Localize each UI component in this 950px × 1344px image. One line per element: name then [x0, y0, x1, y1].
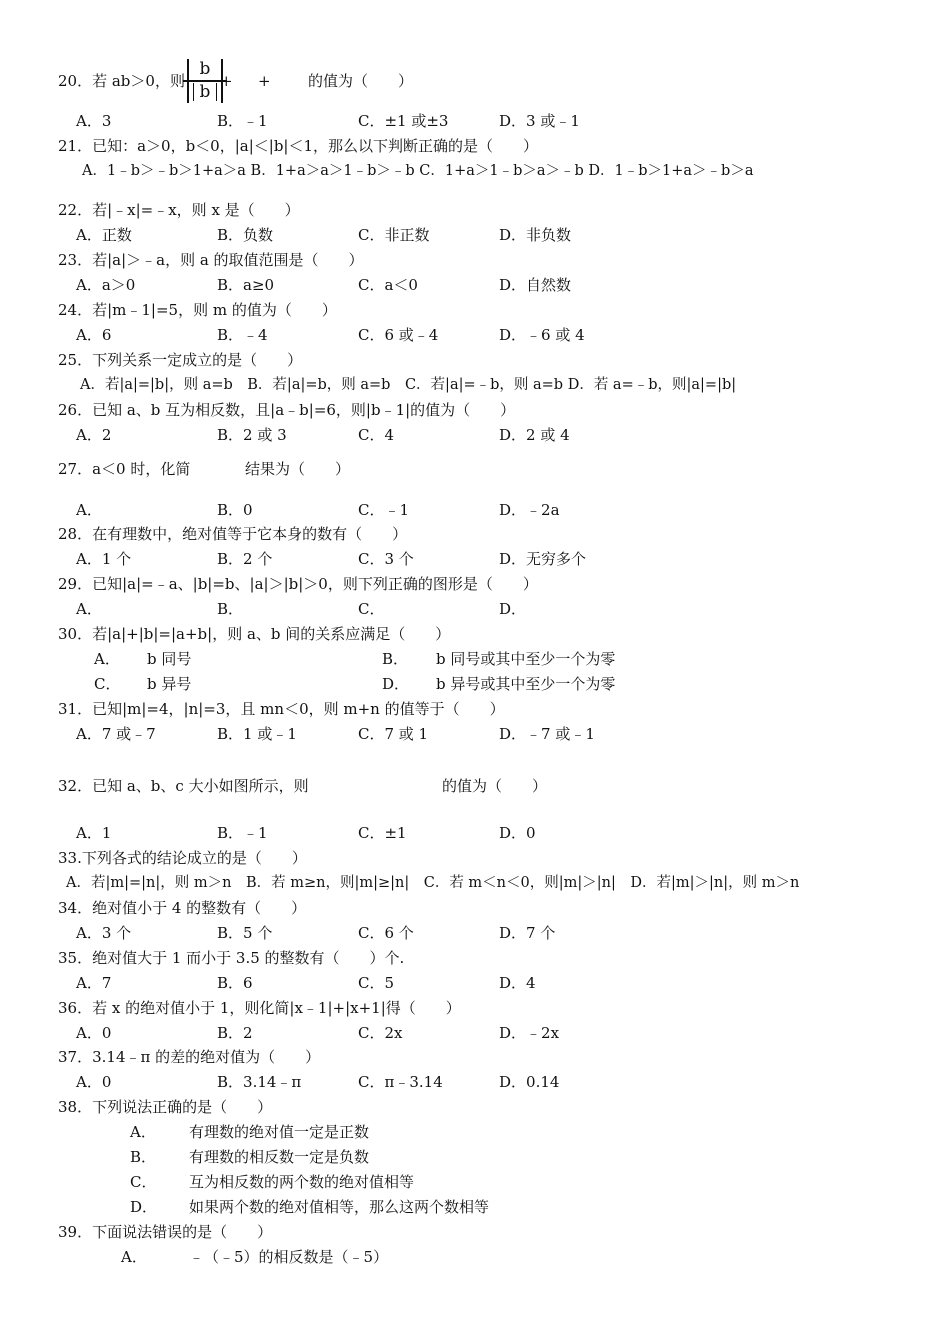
q30-option-b-letter: B． [382, 650, 409, 668]
q32-option-c: C．±1 [358, 824, 407, 842]
q34-option-b: B．5 个 [217, 924, 273, 942]
q24-option-a: A．6 [76, 326, 112, 344]
q31-option-c: C．7 或 1 [358, 725, 429, 743]
q26-option-c: C．4 [358, 426, 395, 444]
q20-frac-numerator: b [199, 59, 211, 79]
q26-option-b: B．2 或 3 [217, 426, 287, 444]
q25-stem: 25．下列关系一定成立的是（ ） [58, 351, 303, 369]
q20-plus-2: + [258, 72, 271, 90]
q32-option-d: D．0 [499, 824, 536, 842]
q26-option-d: D．2 或 4 [499, 426, 570, 444]
q31-option-a: A．7 或﹣7 [76, 725, 156, 743]
q38-option-b-letter: B． [130, 1148, 157, 1166]
q21-options: A．1﹣b＞﹣b＞1+a＞a B．1+a＞a＞1﹣b＞﹣b C．1+a＞1﹣b＞a＞﹣b D．1﹣b＞1+a＞﹣b＞a [82, 163, 754, 179]
q31-option-d: D．﹣7 或﹣1 [499, 725, 595, 743]
q28-option-d: D．无穷多个 [499, 550, 587, 568]
q20-option-a: A．3 [76, 112, 112, 130]
q32-suffix: 的值为（ ） [442, 777, 548, 795]
q36-option-b: B．2 [217, 1024, 253, 1042]
q20-option-b: B．﹣1 [217, 112, 268, 130]
q20-option-c: C．±1 或±3 [358, 112, 449, 130]
q29-option-c: C． [358, 600, 385, 618]
q37-option-a: A．0 [76, 1073, 112, 1091]
q38-option-c-letter: C． [130, 1173, 157, 1191]
q36-option-c: C．2x [358, 1024, 403, 1042]
q37-option-c: C．π﹣3.14 [358, 1073, 443, 1091]
q30-option-d-text: b 异号或其中至少一个为零 [436, 675, 616, 693]
q36-option-d: D．﹣2x [499, 1024, 560, 1042]
q39-stem: 39．下面说法错误的是（ ） [58, 1223, 273, 1241]
q38-option-b-text: 有理数的相反数一定是负数 [189, 1148, 370, 1166]
q28-option-a: A．1 个 [76, 550, 132, 568]
q32-stem: 32．已知 a、b、c 大小如图所示，则 [58, 777, 309, 795]
q30-option-b-text: b 同号或其中至少一个为零 [436, 650, 616, 668]
q24-option-b: B．﹣4 [217, 326, 268, 344]
q22-stem: 22．若|﹣x|=﹣x，则 x 是（ ） [58, 201, 300, 219]
q27-option-b: B．0 [217, 501, 253, 519]
q31-stem: 31．已知|m|=4，|n|=3，且 mn＜0，则 m+n 的值等于（ ） [58, 700, 505, 718]
q30-stem: 30．若|a|+|b|=|a+b|，则 a、b 间的关系应满足（ ） [58, 625, 451, 643]
q22-option-b: B．负数 [217, 226, 274, 244]
q39-option-a-text: ﹣（﹣5）的相反数是（﹣5） [189, 1248, 389, 1266]
q24-stem: 24．若|m﹣1|=5，则 m 的值为（ ） [58, 301, 337, 319]
q35-option-a: A．7 [76, 974, 112, 992]
q23-option-c: C．a＜0 [358, 276, 418, 294]
q33-stem: 33.下列各式的结论成立的是（ ） [58, 849, 307, 867]
q27-stem: 27．a＜0 时，化简 [58, 460, 191, 478]
q33-options: A．若|m|=|n|，则 m＞n B．若 m≥n，则|m|≥|n| C．若 m＜n＜0，则|m|＞|n| D．若|m|＞|n|，则 m＞n [66, 875, 800, 891]
q38-option-d-letter: D． [130, 1198, 158, 1216]
q30-option-a-text: b 同号 [147, 650, 192, 668]
q30-option-c-text: b 异号 [147, 675, 192, 693]
q23-option-d: D．自然数 [499, 276, 572, 294]
q37-option-d: D．0.14 [499, 1073, 560, 1091]
q23-stem: 23．若|a|＞﹣a，则 a 的取值范围是（ ） [58, 251, 364, 269]
q38-stem: 38．下列说法正确的是（ ） [58, 1098, 273, 1116]
q20-plus-1: + [220, 72, 233, 90]
q24-option-d: D．﹣6 或 4 [499, 326, 585, 344]
q31-option-b: B．1 或﹣1 [217, 725, 297, 743]
q34-stem: 34．绝对值小于 4 的整数有（ ） [58, 899, 307, 917]
q34-option-d: D．7 个 [499, 924, 556, 942]
q36-option-a: A．0 [76, 1024, 112, 1042]
q28-option-b: B．2 个 [217, 550, 273, 568]
q27-option-c: C．﹣1 [358, 501, 410, 519]
q21-stem: 21．已知：a＞0，b＜0，|a|＜|b|＜1，那么以下判断正确的是（ ） [58, 137, 539, 155]
q26-stem: 26．已知 a、b 互为相反数，且|a﹣b|=6，则|b﹣1|的值为（ ） [58, 401, 516, 419]
q20-fraction-image [187, 59, 223, 103]
q27-suffix: 结果为（ ） [245, 460, 351, 478]
q32-option-b: B．﹣1 [217, 824, 268, 842]
q38-option-a-letter: A． [130, 1123, 156, 1141]
q26-option-a: A．2 [76, 426, 112, 444]
q35-option-d: D．4 [499, 974, 536, 992]
q39-option-a-letter: A． [121, 1248, 147, 1266]
q28-option-c: C．3 个 [358, 550, 414, 568]
q25-options: A．若|a|=|b|，则 a=b B．若|a|=b，则 a=b C．若|a|=﹣b，则 a=b D．若 a=﹣b，则|a|=|b| [80, 377, 737, 393]
q20-frac-denominator: b [193, 83, 217, 101]
q30-option-a-letter: A． [94, 650, 120, 668]
q22-option-c: C．非正数 [358, 226, 430, 244]
q37-stem: 37．3.14﹣π 的差的绝对值为（ ） [58, 1048, 321, 1066]
q29-option-d: D． [499, 600, 527, 618]
q29-stem: 29．已知|a|=﹣a、|b|=b、|a|＞|b|＞0，则下列正确的图形是（ ） [58, 575, 538, 593]
q34-option-c: C．6 个 [358, 924, 414, 942]
q37-option-b: B．3.14﹣π [217, 1073, 302, 1091]
q32-option-a: A．1 [76, 824, 112, 842]
q28-stem: 28．在有理数中，绝对值等于它本身的数有（ ） [58, 525, 408, 543]
q34-option-a: A．3 个 [76, 924, 132, 942]
q35-stem: 35．绝对值大于 1 而小于 3.5 的整数有（ ）个. [58, 949, 405, 967]
q36-stem: 36．若 x 的绝对值小于 1，则化简|x﹣1|+|x+1|得（ ） [58, 999, 461, 1017]
q23-option-b: B．a≥0 [217, 276, 275, 294]
q22-option-d: D．非负数 [499, 226, 572, 244]
q29-option-a: A． [76, 600, 102, 618]
q35-option-c: C．5 [358, 974, 395, 992]
q22-option-a: A．正数 [76, 226, 132, 244]
q20-stem: 20．若 ab＞0，则 [58, 72, 185, 90]
q35-option-b: B．6 [217, 974, 253, 992]
q29-option-b: B． [217, 600, 244, 618]
q20-suffix: 的值为（ ） [308, 72, 414, 90]
q30-option-c-letter: C． [94, 675, 121, 693]
q38-option-d-text: 如果两个数的绝对值相等，那么这两个数相等 [189, 1198, 490, 1216]
q20-option-d: D．3 或﹣1 [499, 112, 580, 130]
q38-option-c-text: 互为相反数的两个数的绝对值相等 [189, 1173, 415, 1191]
q24-option-c: C．6 或﹣4 [358, 326, 439, 344]
q30-option-d-letter: D． [382, 675, 410, 693]
q27-option-a: A． [76, 501, 102, 519]
q38-option-a-text: 有理数的绝对值一定是正数 [189, 1123, 370, 1141]
q27-option-d: D．﹣2a [499, 501, 560, 519]
q23-option-a: A．a＞0 [76, 276, 136, 294]
